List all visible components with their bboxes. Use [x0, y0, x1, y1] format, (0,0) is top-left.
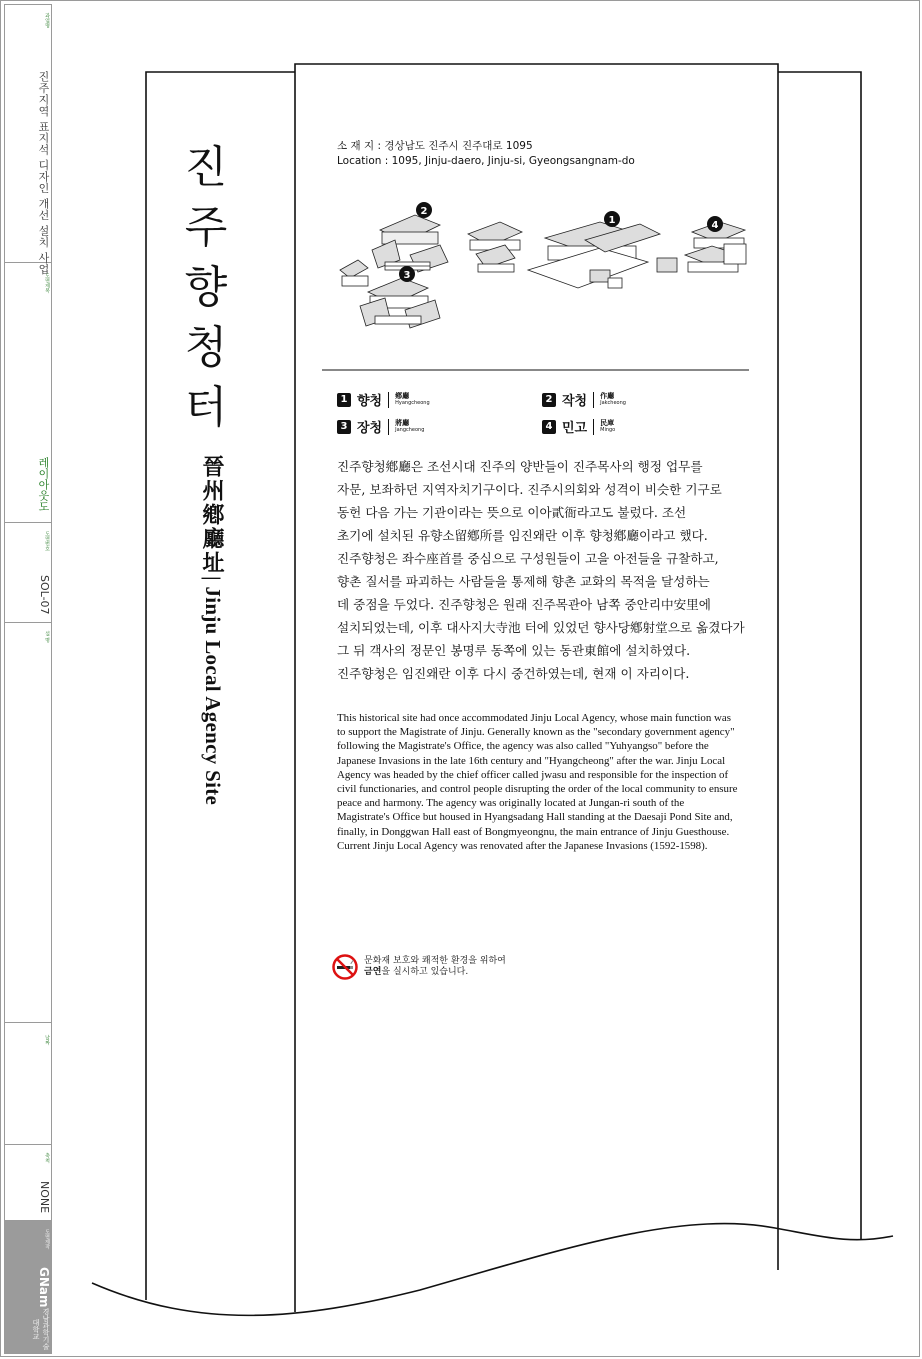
legend-item — [542, 417, 615, 436]
building-cluster-2 — [372, 215, 448, 272]
company-label: 도면제작 — [44, 1229, 50, 1249]
title-char: 터 — [184, 382, 228, 433]
no-smoking-bold: 금연 — [364, 967, 382, 977]
english-line: Current Jinju Local Agency was renovated after the Japanese Invasions (1592-1598). — [337, 839, 708, 852]
english-title: | Jinju Local Agency Site — [201, 576, 225, 806]
drawing-title-label: 도면제목 — [44, 273, 50, 293]
english-line: civil functionaries, and control people disrupting the order of the local community to ensure — [337, 783, 738, 796]
map-marker-2-label: 2 — [420, 206, 428, 217]
korean-line: 설치되었는데, 이후 대사지大寺池 터에 있었던 향사당鄕射堂으로 옮겼다가 — [337, 620, 745, 635]
legend-item — [337, 417, 424, 436]
no-smoking-notice — [332, 954, 506, 980]
english-line: Magistrate's Office but housed in Hyangsadang Hall standing at the Daesaji Pond Site and, — [337, 811, 733, 824]
title-char: 청 — [184, 322, 228, 373]
address-english: Location : 1095, Jinju-daero, Jinju-si, Gyeongsangnam-do — [337, 155, 635, 167]
legend-item — [337, 390, 430, 409]
korean-line: 진주향청鄕廳은 조선시대 진주의 양반들이 진주목사의 행정 업무를 — [337, 459, 703, 474]
legend-roman: Jangcheong — [395, 426, 425, 433]
legend-divider — [593, 419, 594, 435]
korean-line: 데 중점을 두었다. 진주향청은 원래 진주목관아 남쪽 중안리中安里에 — [337, 597, 711, 612]
english-description — [337, 711, 757, 853]
building-small-left — [340, 260, 368, 286]
legend-hanja: 鄕廳 — [395, 391, 410, 400]
no-smoking-line1: 문화재 보호와 쾌적한 환경을 위하여 — [364, 956, 506, 966]
legend-name: 장청 — [357, 421, 383, 436]
address-block — [337, 139, 635, 169]
legend-hanja: 民庫 — [600, 418, 615, 427]
legend-roman: Mingo — [600, 426, 616, 433]
korean-line: 그 뒤 객사의 정문인 봉명루 동쪽에 있는 동관東館에 설치하였다. — [337, 643, 691, 658]
title-char: 진 — [184, 142, 228, 193]
legend-hanja: 作廳 — [600, 391, 615, 400]
hanja-title: 晉州鄕廳址 — [199, 455, 225, 575]
legend-roman: Jakcheong — [600, 399, 626, 406]
legend-hanja: 將廳 — [395, 418, 410, 427]
map-marker-3-label: 3 — [403, 270, 411, 281]
korean-line: 동헌 다음 가는 기관이라는 뜻으로 이아貳衙라고도 불렀다. 조선 — [337, 505, 687, 520]
legend-number: 1 — [337, 393, 351, 407]
korean-line: 진주향청은 임진왜란 이후 다시 중건하였는데, 현재 이 자리이다. — [337, 666, 690, 681]
company-logo: GNam — [37, 1267, 51, 1308]
map-marker-4 — [707, 216, 723, 232]
map-marker-4-label: 4 — [711, 220, 719, 231]
no-smoking-icon — [332, 954, 358, 980]
english-line: Japanese Invasions in the late 16th century and "Hyangcheong" after the war. Jinju Local — [337, 754, 726, 767]
building-legend — [337, 390, 737, 440]
scale-label: 축척 — [44, 1153, 50, 1163]
english-line: This historical site had once accommodated Jinju Local Agency, whose main function was — [337, 712, 731, 724]
legend-number: 4 — [542, 420, 556, 434]
legend-number: 3 — [337, 420, 351, 434]
date-label: 날짜 — [44, 1035, 50, 1045]
drawing-number: SOL-07 — [38, 575, 51, 615]
project-label: 과업명 — [44, 13, 50, 28]
korean-line: 향촌 질서를 파괴하는 사람들을 통제해 향촌 교화의 목적을 달성하는 — [337, 574, 710, 589]
company-logo-subtitle: 경남과학기술대학교 — [32, 1308, 50, 1350]
map-marker-3 — [399, 266, 415, 282]
drawing-title: 레이아웃도 — [37, 457, 50, 512]
legend-divider — [388, 392, 389, 408]
project-name: 진주지역 표지석 디자인 개선 설치 사업 — [37, 71, 50, 275]
drawing-number-label: 도면번호 — [44, 531, 50, 551]
legend-divider — [593, 392, 594, 408]
building-small-right — [657, 258, 677, 272]
map-marker-1-label: 1 — [608, 215, 616, 226]
korean-line: 자문, 보좌하던 지역자치기구이다. 진주시의회와 성격이 비슷한 기구로 — [337, 482, 722, 497]
title-char: 주 — [184, 202, 228, 253]
korean-description — [337, 455, 757, 685]
korean-line: 초기에 설치된 유향소留鄕所를 임진왜란 이후 향청鄕廳이라고 했다. — [337, 528, 708, 543]
map-marker-2 — [416, 202, 432, 218]
building-cluster-3 — [360, 278, 440, 328]
legend-name: 작청 — [562, 394, 588, 409]
map-marker-1 — [604, 211, 620, 227]
no-smoking-line2: 을 실시하고 있습니다. — [381, 967, 469, 977]
building-cluster-middle — [468, 222, 522, 272]
note-label: 설 명 — [44, 631, 50, 643]
title-char: 향 — [184, 262, 228, 313]
legend-name: 향청 — [357, 394, 383, 409]
english-line: finally, in Donggwan Hall east of Bongmyeongnu, the main entrance of Jinju Guesthouse. — [337, 825, 730, 838]
english-line: to support the Magistrate of Jinju. Generally known as the "secondary government agency" — [337, 726, 735, 739]
scale-value: NONE — [38, 1181, 51, 1214]
building-cluster-1 — [528, 222, 660, 288]
legend-roman: Hyangcheong — [395, 399, 430, 406]
vertical-korean-title — [176, 138, 236, 438]
english-line: peace and harmony. The agency was originally located at Jungan-ri south of the — [337, 797, 685, 810]
english-line: Agency was headed by the chief officer called jwasu and responsible for the inspection of — [337, 768, 729, 781]
english-line: following the Magistrate's Office, the agency was also called "Yuhyangso" before the — [337, 740, 709, 753]
legend-item — [542, 390, 626, 409]
address-korean: 소 재 지 : 경상남도 진주시 진주대로 1095 — [337, 140, 533, 152]
legend-number: 2 — [542, 393, 556, 407]
legend-divider — [388, 419, 389, 435]
legend-name: 민고 — [562, 421, 588, 436]
korean-line: 진주향청은 좌수座首를 중심으로 구성원들이 고을 아전들을 규찰하고, — [337, 551, 719, 566]
